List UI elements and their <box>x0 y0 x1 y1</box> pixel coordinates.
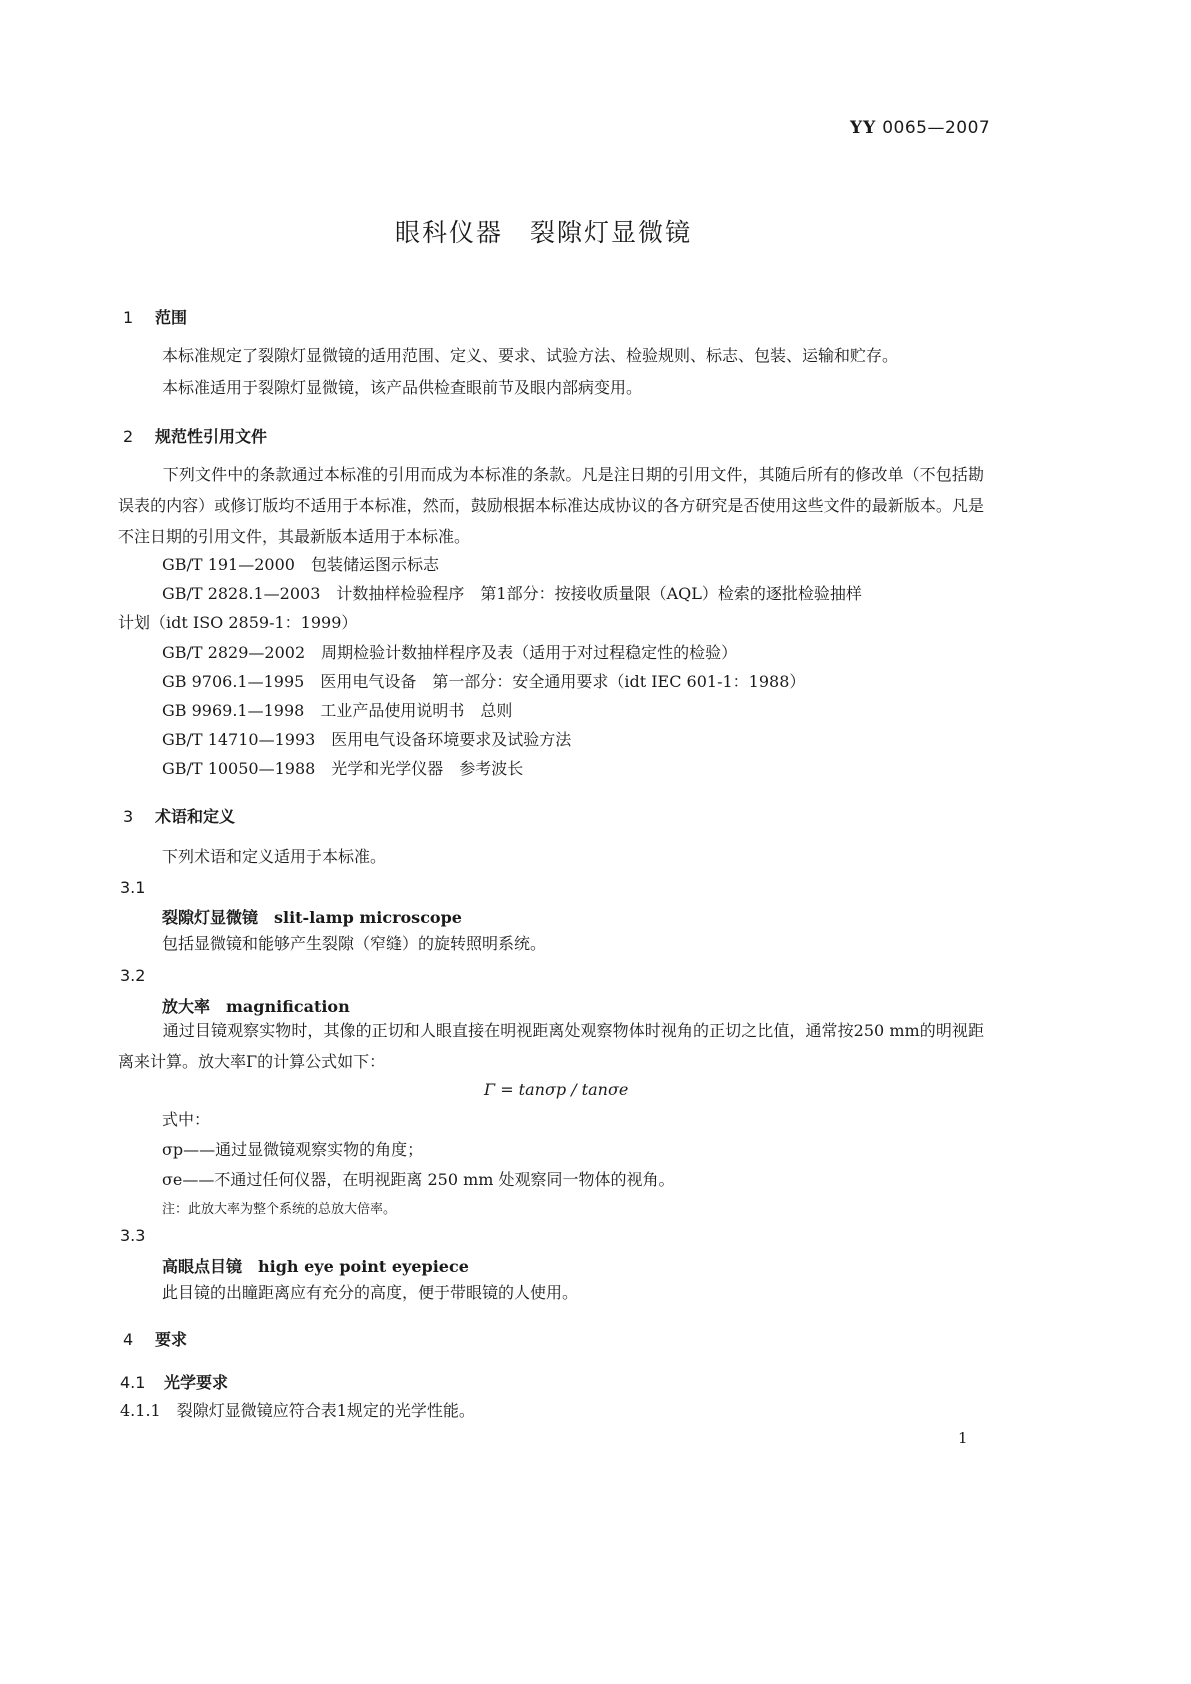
section-number: 2 <box>123 427 134 446</box>
section-title: 要求 <box>155 1330 188 1349</box>
section-2-heading <box>123 424 267 447</box>
section-3-heading <box>123 804 235 827</box>
term-number: 3.1 <box>120 878 146 897</box>
reference-item: GB/T 14710—1993 医用电气设备环境要求及试验方法 <box>162 730 572 749</box>
term-number: 3.3 <box>120 1226 146 1245</box>
term-definition: 通过目镜观察实物时，其像的正切和人眼直接在明视距离处观察物体时视角的正切之比值，通常按250 mm的明视距离来计算。放大率Γ的计算公式如下： <box>118 1021 984 1071</box>
term-definition: 包括显微镜和能够产生裂隙（窄缝）的旋转照明系统。 <box>162 934 547 953</box>
reference-item: GB/T 10050—1988 光学和光学仪器 参考波长 <box>162 759 524 778</box>
section-title: 规范性引用文件 <box>155 427 268 446</box>
subsection-title: 光学要求 <box>164 1373 229 1392</box>
standard-prefix: YY <box>850 118 877 138</box>
clause-4-1-1: 4.1.1 裂隙灯显微镜应符合表1规定的光学性能。 <box>120 1401 475 1420</box>
reference-item: GB 9969.1—1998 工业产品使用说明书 总则 <box>162 701 513 720</box>
reference-item-continued: 计划（idt ISO 2859-1：1999） <box>118 613 358 632</box>
reference-item: GB/T 191—2000 包装储运图示标志 <box>162 555 439 574</box>
term-title: 放大率 magnification <box>162 997 350 1016</box>
reference-item: GB 9706.1—1995 医用电气设备 第一部分：安全通用要求（idt IEC 601-1：1988） <box>162 672 806 691</box>
section-number: 4 <box>123 1330 134 1349</box>
reference-item: GB/T 2829—2002 周期检验计数抽样程序及表（适用于对过程稳定性的检验） <box>162 643 738 662</box>
magnification-formula: Γ = tanσp / tanσe <box>484 1080 629 1099</box>
note: 注：此放大率为整个系统的总放大倍率。 <box>162 1202 397 1217</box>
section-number: 1 <box>123 308 134 327</box>
formula-variable: σp——通过显微镜观察实物的角度； <box>162 1140 424 1159</box>
section-number: 3 <box>123 807 134 826</box>
section-title: 范围 <box>155 308 188 327</box>
subsection-number: 4.1 <box>120 1373 146 1392</box>
page-number: 1 <box>958 1429 968 1447</box>
document-title: 眼科仪器 裂隙灯显微镜 <box>395 218 693 247</box>
formula-where: 式中： <box>162 1110 211 1129</box>
term-definition: 此目镜的出瞳距离应有充分的高度，便于带眼镜的人使用。 <box>162 1283 579 1302</box>
section-4-heading <box>123 1327 187 1350</box>
section-1-heading <box>123 305 187 328</box>
term-title: 裂隙灯显微镜 slit-lamp microscope <box>162 908 462 927</box>
reference-item: GB/T 2828.1—2003 计数抽样检验程序 第1部分：按接收质量限（AQL）检索的逐批检验抽样 <box>162 584 862 603</box>
paragraph: 本标准适用于裂隙灯显微镜，该产品供检查眼前节及眼内部病变用。 <box>162 378 643 397</box>
term-title: 高眼点目镜 high eye point eyepiece <box>162 1257 469 1276</box>
paragraph: 本标准规定了裂隙灯显微镜的适用范围、定义、要求、试验方法、检验规则、标志、包装、运输和贮存。 <box>162 346 899 365</box>
section-title: 术语和定义 <box>155 807 236 826</box>
paragraph: 下列术语和定义适用于本标准。 <box>162 847 387 866</box>
term-number: 3.2 <box>120 966 146 985</box>
subsection-4-1-heading <box>120 1370 228 1393</box>
formula-variable: σe——不通过任何仪器，在明视距离 250 mm 处观察同一物体的视角。 <box>162 1170 675 1189</box>
standard-code: 0065—2007 <box>882 118 991 138</box>
standard-number <box>850 118 990 138</box>
paragraph: 下列文件中的条款通过本标准的引用而成为本标准的条款。凡是注日期的引用文件，其随后所有的修改单（不包括勘误表的内容）或修订版均不适用于本标准，然而，鼓励根据本标准达成协议的各方研究是否使用这些文件的最新版本。凡是不注日期的引用文件，其最新版本适用于本标准。 <box>118 465 984 546</box>
